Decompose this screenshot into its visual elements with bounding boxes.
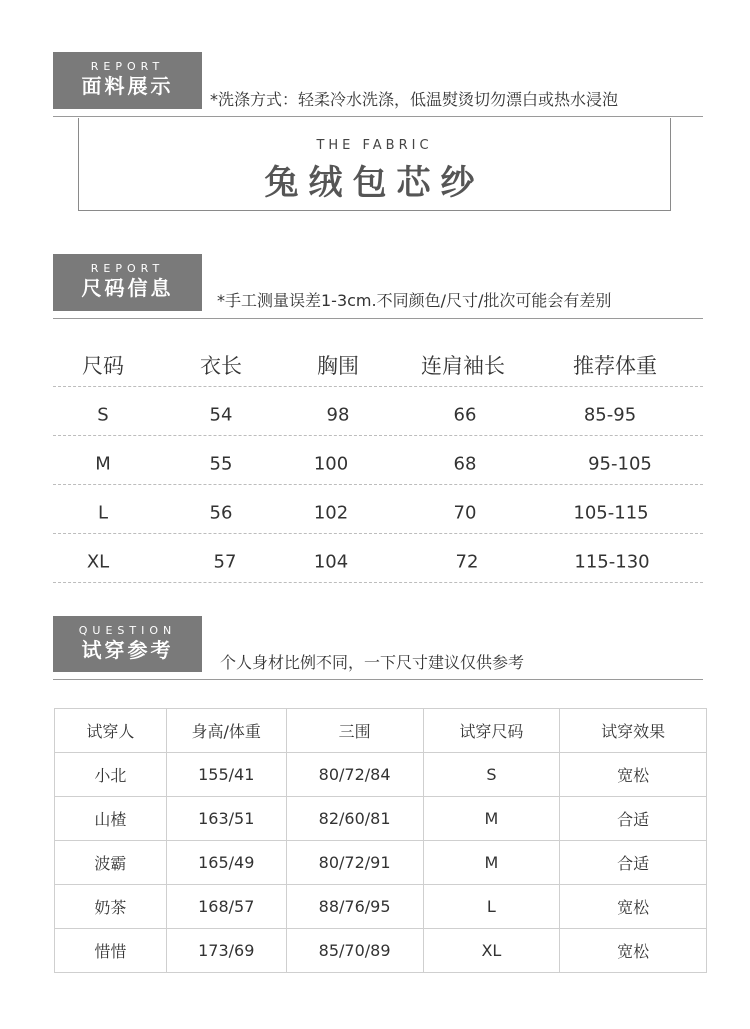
tryon-note: 个人身材比例不同，一下尺寸建议仅供参考 [220, 653, 525, 672]
size-cell: 72 [455, 551, 479, 573]
size-section-tag [53, 254, 202, 311]
tryon-cell: 173/69 [166, 929, 286, 973]
size-cell: 66 [453, 404, 477, 426]
tryon-cell: 85/70/89 [286, 929, 423, 973]
size-cell: 54 [209, 404, 233, 426]
size-header-weight: 推荐体重 [573, 354, 657, 378]
tryon-cell: 波霸 [55, 841, 167, 885]
size-cell: 85-95 [583, 404, 637, 426]
washing-note: *洗涤方式：轻柔冷水洗涤，低温熨烫切勿漂白或热水浸泡 [210, 90, 619, 109]
size-cell: 68 [453, 453, 477, 475]
tryon-cell: 168/57 [166, 885, 286, 929]
size-cell: 56 [209, 502, 233, 524]
tryon-cell: 山楂 [55, 797, 167, 841]
fabric-box [78, 118, 671, 211]
measure-note: *手工测量误差1-3cm.不同颜色/尺寸/批次可能会有差别 [217, 291, 612, 310]
size-header-length: 衣长 [200, 354, 242, 378]
size-cell: 105-115 [573, 502, 649, 524]
fabric-tag-cn: 面料展示 [81, 74, 174, 98]
tryon-cell: 88/76/95 [286, 885, 423, 929]
size-cell: 100 [313, 453, 349, 475]
tryon-row [55, 885, 707, 929]
tryon-cell: 合适 [560, 797, 707, 841]
size-cell: 57 [213, 551, 237, 573]
size-divider [53, 318, 703, 319]
tryon-section-tag [53, 616, 202, 672]
fabric-tag-en: REPORT [90, 60, 165, 73]
tryon-header-effect: 试穿效果 [560, 709, 707, 753]
tryon-cell: 奶茶 [55, 885, 167, 929]
fabric-section-tag [53, 52, 202, 109]
tryon-row [55, 797, 707, 841]
size-row [53, 485, 703, 534]
tryon-header-size: 试穿尺码 [423, 709, 560, 753]
size-row [53, 387, 703, 436]
tryon-cell: L [423, 885, 560, 929]
size-cell: 70 [453, 502, 477, 524]
tryon-cell: 小北 [55, 753, 167, 797]
tryon-cell: 宽松 [560, 929, 707, 973]
size-table [53, 340, 703, 583]
tryon-tag-cn: 试穿参考 [81, 638, 174, 662]
fabric-name: 兔绒包芯纱 [264, 163, 485, 203]
tryon-cell: 80/72/91 [286, 841, 423, 885]
size-row [53, 534, 703, 583]
tryon-table-header [55, 709, 707, 753]
tryon-row [55, 929, 707, 973]
size-cell: S [97, 404, 109, 426]
tryon-cell: 80/72/84 [286, 753, 423, 797]
tryon-cell: 惜惜 [55, 929, 167, 973]
size-cell: 102 [313, 502, 349, 524]
tryon-cell: S [423, 753, 560, 797]
tryon-table [54, 708, 707, 973]
tryon-cell: M [423, 797, 560, 841]
tryon-header-measurements: 三围 [286, 709, 423, 753]
tryon-tag-en: QUESTION [78, 624, 177, 637]
size-cell: XL [86, 551, 110, 573]
tryon-cell: 165/49 [166, 841, 286, 885]
tryon-cell: 155/41 [166, 753, 286, 797]
tryon-cell: XL [423, 929, 560, 973]
size-row [53, 436, 703, 485]
tryon-cell: 宽松 [560, 753, 707, 797]
tryon-row [55, 753, 707, 797]
tryon-cell: 合适 [560, 841, 707, 885]
tryon-cell: 82/60/81 [286, 797, 423, 841]
size-cell: 95-105 [588, 453, 652, 475]
tryon-header-person: 试穿人 [55, 709, 167, 753]
size-cell: L [97, 502, 109, 524]
tryon-cell: 宽松 [560, 885, 707, 929]
fabric-label-en: THE FABRIC [316, 138, 433, 153]
size-cell: M [95, 453, 111, 475]
size-table-header [53, 340, 703, 387]
tryon-cell: 163/51 [166, 797, 286, 841]
size-cell: 55 [209, 453, 233, 475]
size-tag-cn: 尺码信息 [81, 276, 174, 300]
size-cell: 115-130 [574, 551, 650, 573]
tryon-row [55, 841, 707, 885]
tryon-cell: M [423, 841, 560, 885]
fabric-divider [53, 116, 703, 117]
tryon-header-height-weight: 身高/体重 [166, 709, 286, 753]
tryon-divider [53, 679, 703, 680]
size-cell: 104 [313, 551, 349, 573]
size-tag-en: REPORT [90, 262, 165, 275]
size-cell: 98 [326, 404, 350, 426]
size-header-chest: 胸围 [317, 354, 359, 378]
size-header-size: 尺码 [82, 354, 124, 378]
size-header-sleeve: 连肩袖长 [421, 354, 505, 378]
